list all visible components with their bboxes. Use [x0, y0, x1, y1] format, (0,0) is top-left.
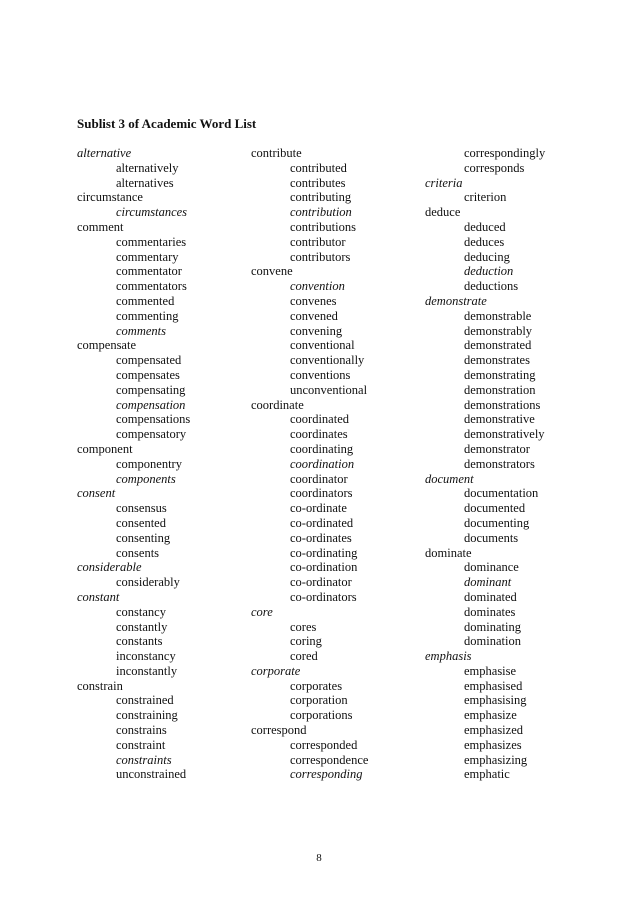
word-family-entry: deduced [464, 219, 506, 234]
word-family-entry: demonstrating [464, 367, 536, 382]
word-family-entry: demonstrator [464, 441, 530, 456]
headword-entry: component [77, 441, 133, 456]
word-family-entry: correspondingly [464, 146, 546, 160]
word-family-entry: alternatives [116, 175, 174, 190]
word-family-entry: demonstrates [464, 353, 530, 368]
headword-entry: dominate [425, 545, 472, 560]
word-family-entry: contributions [290, 219, 356, 234]
word-family-entry: constrains [116, 723, 167, 738]
word-family-entry: demonstrable [464, 308, 532, 323]
word-family-entry: demonstrations [464, 397, 541, 412]
word-family-entry: compensated [116, 353, 182, 368]
word-family-entry: cores [290, 619, 317, 634]
word-family-entry: contributed [290, 160, 347, 175]
word-family-entry: emphasising [464, 693, 527, 708]
word-family-entry: convention [290, 279, 345, 294]
word-family-entry: contributes [290, 175, 346, 190]
word-column-1 [77, 146, 257, 782]
headword-entry: compensate [77, 338, 137, 353]
word-family-entry: emphasizes [464, 737, 522, 752]
word-family-entry: documenting [464, 515, 530, 530]
word-family-entry: demonstrated [464, 338, 532, 353]
word-family-entry: commentaries [116, 234, 187, 249]
word-family-entry: coring [290, 634, 322, 649]
word-family-entry: components [116, 471, 176, 486]
word-family-entry: considerably [116, 575, 180, 590]
word-family-entry: deduces [464, 234, 505, 249]
headword-entry: considerable [77, 560, 142, 575]
page-number: 8 [316, 852, 322, 864]
word-family-entry: demonstrators [464, 456, 535, 471]
word-family-entry: constantly [116, 619, 168, 634]
word-family-entry: convening [290, 323, 343, 338]
word-family-entry: circumstances [116, 205, 188, 220]
headword-entry: demonstrate [425, 293, 487, 308]
headword-entry: circumstance [77, 190, 143, 205]
word-family-entry: demonstrably [464, 323, 533, 338]
word-family-entry: consented [116, 515, 166, 530]
word-family-entry: compensation [116, 397, 186, 412]
word-family-entry: constrained [116, 693, 174, 708]
word-family-entry: commenting [116, 308, 179, 323]
word-family-entry: consensus [116, 501, 167, 516]
headword-entry: contribute [251, 146, 302, 160]
headword-entry: convene [251, 264, 293, 279]
word-family-entry: corresponding [290, 767, 363, 782]
word-family-entry: corporation [290, 693, 348, 708]
word-family-entry: corresponds [464, 160, 525, 175]
word-family-entry: consents [116, 545, 160, 560]
word-family-entry: compensatory [116, 427, 187, 442]
word-family-entry: emphasised [464, 678, 523, 693]
word-family-entry: correspondence [290, 752, 369, 767]
word-family-entry: deduction [464, 264, 514, 279]
word-family-entry: constraint [116, 737, 166, 752]
headword-entry: comment [77, 219, 124, 234]
headword-entry: core [251, 604, 273, 619]
word-family-entry: demonstration [464, 382, 536, 397]
word-family-entry: coordinated [290, 412, 350, 427]
word-family-entry: constancy [116, 604, 166, 619]
word-family-entry: commented [116, 293, 175, 308]
word-family-entry: co-ordination [290, 560, 358, 575]
headword-entry: document [425, 471, 474, 486]
word-family-entry: contributors [290, 249, 351, 264]
word-family-entry: commentator [116, 264, 182, 279]
word-family-entry: dominating [464, 619, 521, 634]
word-family-entry: commentators [116, 279, 187, 294]
headword-entry: criteria [425, 175, 463, 190]
headword-entry: corporate [251, 663, 301, 678]
word-family-entry: consenting [116, 530, 171, 545]
word-family-entry: coordinating [290, 441, 354, 456]
word-column-3 [425, 146, 605, 782]
word-family-entry: co-ordinating [290, 545, 358, 560]
headword-entry: consent [77, 486, 116, 501]
word-family-entry: contributor [290, 234, 346, 249]
word-family-entry: convened [290, 308, 338, 323]
word-family-entry: conventional [290, 338, 355, 353]
word-family-entry: corporates [290, 678, 343, 693]
word-family-entry: corresponded [290, 737, 358, 752]
headword-entry: deduce [425, 205, 461, 220]
word-family-entry: emphasized [464, 723, 524, 738]
word-family-entry: co-ordinates [290, 530, 352, 545]
word-family-entry: coordination [290, 456, 355, 471]
word-family-entry: co-ordinators [290, 589, 357, 604]
word-family-entry: compensates [116, 367, 180, 382]
word-family-entry: conventionally [290, 353, 365, 368]
word-family-entry: unconventional [290, 382, 368, 397]
word-family-entry: alternatively [116, 160, 179, 175]
word-family-entry: co-ordinate [290, 501, 347, 516]
word-column-2 [251, 146, 431, 782]
word-family-entry: convenes [290, 293, 337, 308]
word-family-entry: coordinator [290, 471, 348, 486]
word-family-entry: dominant [464, 575, 512, 590]
word-family-entry: componentry [116, 456, 182, 471]
word-family-entry: deducing [464, 249, 510, 264]
headword-entry: constrain [77, 678, 123, 693]
word-family-entry: constraining [116, 708, 178, 723]
headword-entry: constant [77, 589, 120, 604]
word-family-entry: dominates [464, 604, 516, 619]
word-family-entry: documentation [464, 486, 539, 501]
word-family-entry: compensations [116, 412, 191, 427]
headword-entry: correspond [251, 723, 307, 738]
word-family-entry: emphasizing [464, 752, 528, 767]
word-family-entry: coordinators [290, 486, 353, 501]
word-family-entry: unconstrained [116, 767, 187, 782]
word-family-entry: cored [290, 649, 318, 664]
word-family-entry: demonstratively [464, 427, 545, 442]
headword-entry: coordinate [251, 397, 304, 412]
word-family-entry: constraints [116, 752, 172, 767]
word-family-entry: documented [464, 501, 526, 516]
word-family-entry: criterion [464, 190, 507, 205]
word-family-entry: coordinates [290, 427, 348, 442]
word-family-entry: corporations [290, 708, 353, 723]
word-family-entry: emphasize [464, 708, 517, 723]
word-family-entry: constants [116, 634, 163, 649]
word-family-entry: emphasise [464, 663, 517, 678]
word-family-entry: emphatic [464, 767, 510, 782]
word-family-entry: contribution [290, 205, 352, 220]
headword-entry: emphasis [425, 649, 472, 664]
word-family-entry: comments [116, 323, 166, 338]
word-family-entry: demonstrative [464, 412, 535, 427]
word-family-entry: compensating [116, 382, 186, 397]
word-family-entry: co-ordinator [290, 575, 352, 590]
word-family-entry: domination [464, 634, 521, 649]
word-family-entry: conventions [290, 367, 351, 382]
word-family-entry: inconstancy [116, 649, 176, 664]
word-family-entry: dominance [464, 560, 519, 575]
word-family-entry: commentary [116, 249, 179, 264]
headword-entry: alternative [77, 146, 132, 160]
page-title: Sublist 3 of Academic Word List [77, 116, 257, 131]
word-family-entry: contributing [290, 190, 352, 205]
word-family-entry: dominated [464, 589, 517, 604]
word-family-entry: deductions [464, 279, 519, 294]
word-family-entry: documents [464, 530, 519, 545]
word-family-entry: inconstantly [116, 663, 178, 678]
word-family-entry: co-ordinated [290, 515, 354, 530]
